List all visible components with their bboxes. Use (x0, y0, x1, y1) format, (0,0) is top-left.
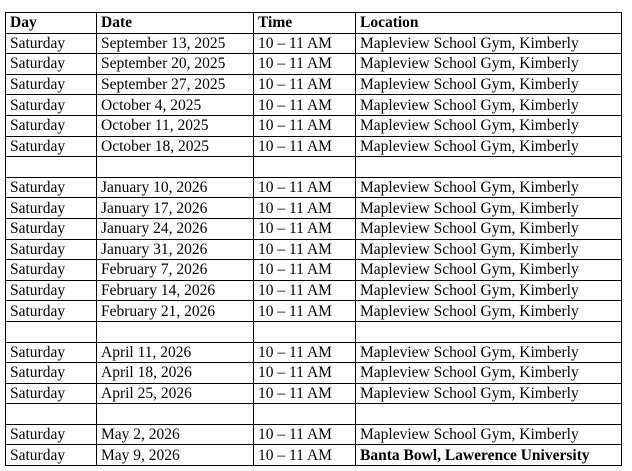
cell-location: Mapleview School Gym, Kimberly (356, 301, 622, 322)
cell-day: Saturday (6, 177, 97, 198)
table-row (6, 136, 622, 157)
cell-location (356, 321, 622, 342)
cell-time: 10 – 11 AM (254, 33, 356, 54)
cell-time (254, 404, 356, 425)
cell-time: 10 – 11 AM (254, 239, 356, 260)
table-row (6, 54, 622, 75)
cell-time: 10 – 11 AM (254, 424, 356, 445)
cell-date (97, 404, 254, 425)
cell-time: 10 – 11 AM (254, 218, 356, 239)
cell-date: February 21, 2026 (97, 301, 254, 322)
table-row (6, 33, 622, 54)
table-row (6, 342, 622, 363)
cell-date (97, 321, 254, 342)
table-row (6, 363, 622, 384)
cell-location: Mapleview School Gym, Kimberly (356, 342, 622, 363)
cell-time: 10 – 11 AM (254, 445, 356, 466)
cell-time: 10 – 11 AM (254, 95, 356, 116)
table-row (6, 95, 622, 116)
cell-time: 10 – 11 AM (254, 383, 356, 404)
cell-location: Mapleview School Gym, Kimberly (356, 363, 622, 384)
cell-day: Saturday (6, 198, 97, 219)
cell-day (6, 404, 97, 425)
table-row (6, 445, 622, 466)
cell-time: 10 – 11 AM (254, 136, 356, 157)
cell-day: Saturday (6, 445, 97, 466)
cell-time: 10 – 11 AM (254, 301, 356, 322)
cell-day (6, 157, 97, 178)
cell-time: 10 – 11 AM (254, 198, 356, 219)
cell-location: Mapleview School Gym, Kimberly (356, 95, 622, 116)
cell-date: April 11, 2026 (97, 342, 254, 363)
cell-date: February 7, 2026 (97, 260, 254, 281)
table-row (6, 424, 622, 445)
cell-day: Saturday (6, 74, 97, 95)
cell-date: January 17, 2026 (97, 198, 254, 219)
cell-time: 10 – 11 AM (254, 280, 356, 301)
cell-date: September 27, 2025 (97, 74, 254, 95)
header-location: Location (356, 13, 622, 34)
cell-location (356, 157, 622, 178)
cell-location: Mapleview School Gym, Kimberly (356, 115, 622, 136)
header-date: Date (97, 13, 254, 34)
cell-date: April 25, 2026 (97, 383, 254, 404)
spacer-row (6, 321, 622, 342)
cell-time: 10 – 11 AM (254, 342, 356, 363)
cell-day (6, 321, 97, 342)
cell-location: Mapleview School Gym, Kimberly (356, 74, 622, 95)
spacer-row (6, 404, 622, 425)
table-row (6, 239, 622, 260)
cell-location: Mapleview School Gym, Kimberly (356, 136, 622, 157)
cell-location: Mapleview School Gym, Kimberly (356, 424, 622, 445)
cell-location: Mapleview School Gym, Kimberly (356, 239, 622, 260)
table-row (6, 115, 622, 136)
cell-location: Mapleview School Gym, Kimberly (356, 218, 622, 239)
cell-time: 10 – 11 AM (254, 177, 356, 198)
header-time: Time (254, 13, 356, 34)
table-row (6, 280, 622, 301)
cell-location: Mapleview School Gym, Kimberly (356, 33, 622, 54)
cell-location: Banta Bowl, Lawerence University (356, 445, 622, 466)
cell-date: January 10, 2026 (97, 177, 254, 198)
table-row (6, 74, 622, 95)
cell-day: Saturday (6, 54, 97, 75)
cell-day: Saturday (6, 342, 97, 363)
cell-date: October 18, 2025 (97, 136, 254, 157)
cell-time: 10 – 11 AM (254, 74, 356, 95)
header-day: Day (6, 13, 97, 34)
cell-date: April 18, 2026 (97, 363, 254, 384)
cell-time: 10 – 11 AM (254, 363, 356, 384)
schedule-body (6, 33, 622, 465)
table-row (6, 260, 622, 281)
spacer-row (6, 157, 622, 178)
cell-date: October 4, 2025 (97, 95, 254, 116)
cell-time: 10 – 11 AM (254, 115, 356, 136)
cell-location (356, 404, 622, 425)
table-row (6, 383, 622, 404)
cell-day: Saturday (6, 383, 97, 404)
cell-location: Mapleview School Gym, Kimberly (356, 54, 622, 75)
cell-day: Saturday (6, 424, 97, 445)
cell-day: Saturday (6, 136, 97, 157)
cell-date: October 11, 2025 (97, 115, 254, 136)
cell-date: September 13, 2025 (97, 33, 254, 54)
table-row (6, 218, 622, 239)
cell-day: Saturday (6, 218, 97, 239)
cell-time: 10 – 11 AM (254, 54, 356, 75)
cell-date: May 2, 2026 (97, 424, 254, 445)
cell-date (97, 157, 254, 178)
cell-location: Mapleview School Gym, Kimberly (356, 177, 622, 198)
cell-date: January 31, 2026 (97, 239, 254, 260)
cell-location: Mapleview School Gym, Kimberly (356, 280, 622, 301)
cell-date: September 20, 2025 (97, 54, 254, 75)
cell-day: Saturday (6, 95, 97, 116)
schedule-table (5, 12, 622, 466)
cell-day: Saturday (6, 260, 97, 281)
cell-location: Mapleview School Gym, Kimberly (356, 260, 622, 281)
cell-location: Mapleview School Gym, Kimberly (356, 383, 622, 404)
cell-day: Saturday (6, 33, 97, 54)
table-row (6, 177, 622, 198)
cell-date: May 9, 2026 (97, 445, 254, 466)
cell-location: Mapleview School Gym, Kimberly (356, 198, 622, 219)
cell-date: January 24, 2026 (97, 218, 254, 239)
header-row (6, 13, 622, 34)
cell-day: Saturday (6, 239, 97, 260)
cell-day: Saturday (6, 280, 97, 301)
table-row (6, 301, 622, 322)
cell-time: 10 – 11 AM (254, 260, 356, 281)
cell-day: Saturday (6, 301, 97, 322)
cell-day: Saturday (6, 363, 97, 384)
cell-time (254, 157, 356, 178)
cell-time (254, 321, 356, 342)
cell-day: Saturday (6, 115, 97, 136)
cell-date: February 14, 2026 (97, 280, 254, 301)
table-row (6, 198, 622, 219)
